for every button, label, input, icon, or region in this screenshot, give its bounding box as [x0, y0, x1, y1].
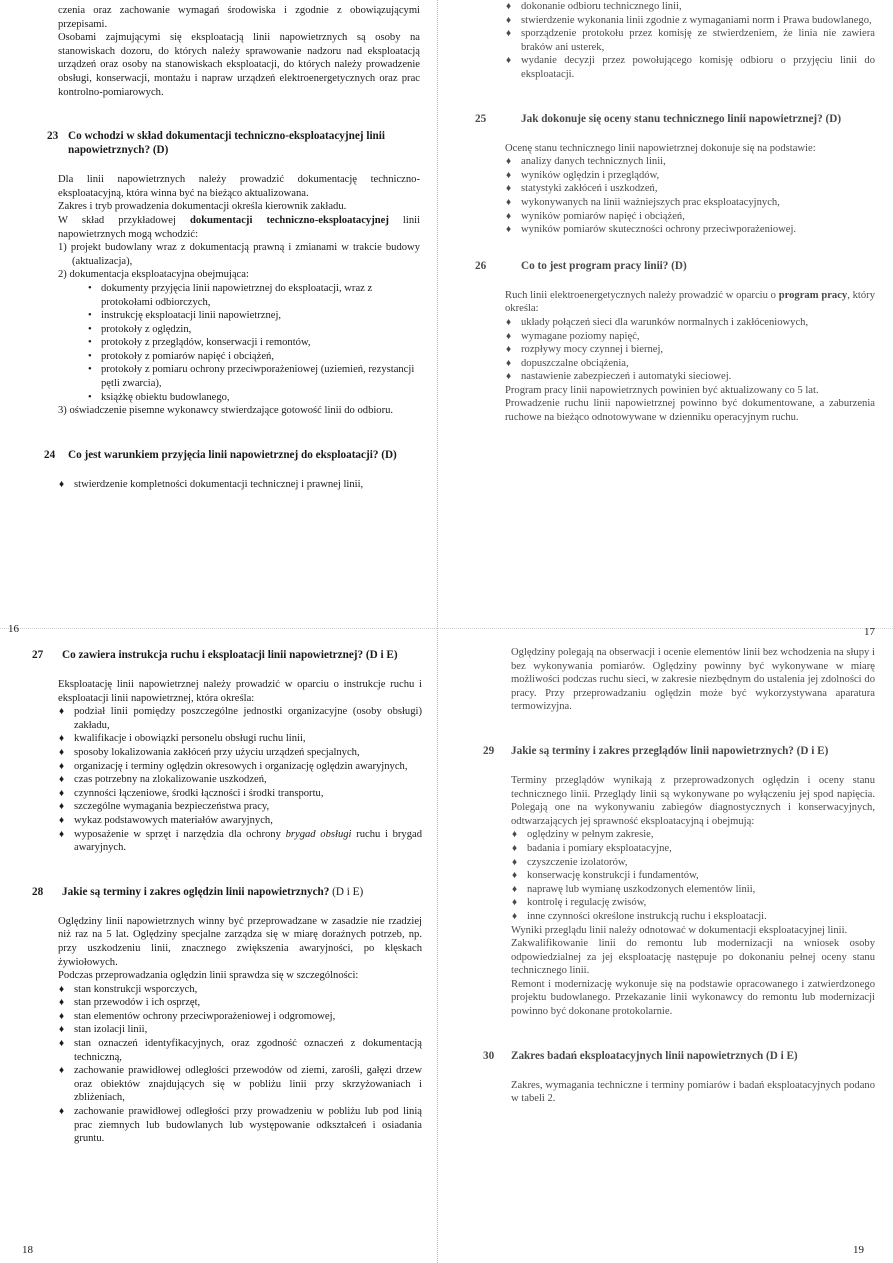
question-29-number: 29: [483, 744, 495, 757]
page-number-16: 16: [8, 623, 19, 635]
p16-intro-1: czenia oraz zachowanie wymagań środowiska i zgodnie z obowiązującymi przepisami.: [58, 5, 420, 30]
q25-item: ♦ wyników oględzin i przeglądów,: [505, 169, 875, 183]
q28-item: ♦ stan konstrukcji wsporczych,: [58, 983, 422, 997]
q25-item: ♦ wykonywanych na linii ważniejszych prac eksploatacyjnych,: [505, 196, 875, 210]
q28-item: ♦ zachowanie prawidłowej odległości przewodów od ziemi, zarośli, gałęzi drzew oraz obiektów znajdujących się w pobliżu linii przy skrzyżowaniach i zbliżeniach,: [58, 1064, 422, 1105]
page-number-19: 19: [853, 1244, 864, 1256]
question-28-heading: [0, 885, 422, 899]
q29-item: ♦ badania i pomiary eksploatacyjne,: [511, 842, 875, 856]
q23-sub-item: • instrukcję eksploatacji linii napowietrznej,: [88, 309, 420, 323]
q27-item: ♦ szczególne wymagania bezpieczeństwa pracy,: [58, 800, 422, 814]
question-25-number: 25: [475, 112, 487, 125]
q29-item: ♦ inne czynności określone instrukcją ruchu i eksploatacji.: [511, 910, 875, 924]
q29-item: ♦ konserwację konstrukcji i fundamentów,: [511, 869, 875, 883]
q29-item: ♦ naprawę lub wymianę uszkodzonych elementów linii,: [511, 883, 875, 897]
p17-intro-item: ♦ stwierdzenie wykonania linii zgodnie z wymaganiami norm i Prawa budowlanego,: [505, 14, 875, 28]
page-16: [44, 4, 421, 491]
p17-intro-list: [505, 0, 875, 82]
question-23-number: 23: [47, 130, 59, 143]
question-24-heading: [0, 448, 420, 462]
question-28-title: Jakie są terminy i zakres oględzin linii napowietrznych?: [62, 885, 330, 898]
q23-sub-item: • protokoły z pomiaru ochrony przeciwporażeniowej (uziemień, rezystancji pętli zwarcia),: [88, 363, 420, 390]
q27-para: Eksploatację linii napowietrznej należy prowadzić w oparciu o instrukcje ruchu i eksploatacji linii napowietrznej, która określa:: [58, 679, 422, 704]
question-25-heading: [475, 112, 875, 126]
q26-item: ♦ dopuszczalne obciążenia,: [505, 357, 875, 371]
p17-intro-item: ♦ dokonanie odbioru technicznego linii,: [505, 0, 875, 14]
q29-para-2: Wyniki przeglądu linii należy odnotować w dokumentacji eksploatacyjnej linii.: [511, 924, 848, 936]
question-27-title: Co zawiera instrukcja ruchu i eksploatacji linii napowietrznej? (D i E): [62, 649, 398, 661]
q23-para-1: Dla linii napowietrznych należy prowadzić dokumentację techniczno-eksploatacyjną, która winna być na bieżąco aktualizowana.: [58, 174, 420, 199]
q26-para-3: Prowadzenie ruchu linii napowietrznej powinno być dokumentowane, a zaburzenia ruchowe na bieżąco odnotowywane w dzienniku operacyjnym ruchu.: [505, 398, 875, 424]
question-28-title-suffix: (D i E): [329, 885, 364, 898]
question-26-number: 26: [475, 259, 487, 272]
q27-item: ♦ podział linii pomiędzy poszczególne jednostki organizacyjne (osoby obsługi) zakładu,: [58, 705, 422, 732]
q23-sub-item: • protokoły z oględzin,: [88, 323, 420, 337]
q26-item: ♦ nastawienie zabezpieczeń i automatyki sieciowej.: [505, 370, 875, 384]
question-30-heading: [483, 1049, 875, 1063]
q24-item: ♦ stwierdzenie kompletności dokumentacji technicznej i prawnej linii,: [58, 478, 420, 492]
question-29-heading: [483, 744, 875, 758]
page-number-18: 18: [22, 1244, 33, 1256]
q27-item: ♦ czas potrzebny na zlokalizowanie uszkodzeń,: [58, 773, 422, 787]
q26-list: [505, 316, 875, 384]
q29-para-3: Zakwalifikowanie linii do remontu lub modernizacji na wniosek osoby odpowiedzialnej za jej eksploatację następuje po dokonaniu pełnej oceny stanu technicznego linii.: [511, 938, 875, 977]
q29-para-4: Remont i modernizację wykonuje się na podstawie opracowanego i zatwierdzonego projektu budowlanego. Przekazanie linii wykonawcy do remontu lub modernizacji powinno być dokonane protokolarnie.: [511, 978, 875, 1018]
question-30-number: 30: [483, 1049, 495, 1062]
question-23-heading: [0, 129, 420, 157]
q27-item: ♦ kwalifikacje i obowiązki personelu obsługi ruchu linii,: [58, 732, 422, 746]
q23-sub-item: • książkę obiektu budowlanego,: [88, 391, 420, 405]
q23-sub-item: • protokoły z przeglądów, konserwacji i remontów,: [88, 336, 420, 350]
q28-para-2: Podczas przeprowadzania oględzin linii sprawdza się w szczególności:: [58, 970, 359, 982]
q25-item: ♦ wyników pomiarów skuteczności ochrony przeciwporażeniowej.: [505, 223, 875, 237]
q26-item: ♦ układy połączeń sieci dla warunków normalnych i zakłóceniowych,: [505, 316, 875, 330]
page-17: [475, 0, 875, 425]
page-19: [483, 646, 875, 1106]
q25-list: [505, 155, 875, 237]
q28-item: ♦ zachowanie prawidłowej odległości przy prowadzeniu w pobliżu lub pod linią prac ziemnych lub budowlanych lub występowanie odkształceń i osiadania gruntu.: [58, 1105, 422, 1146]
q30-para: Zakres, wymagania techniczne i terminy pomiarów i badań eksploatacyjnych podano w tabeli 2.: [511, 1079, 875, 1105]
p17-intro-item: ♦ sporządzenie protokołu przez komisję ze stwierdzeniem, że linia nie zawiera braków ani usterek,: [505, 27, 875, 54]
page-number-17: 17: [864, 626, 875, 638]
q29-para: Terminy przeglądów wynikają z przeprowadzonych oględzin i oceny stanu technicznego linii. Przeglądy linii są wykonywane po wyłączeniu jej spod napięcia. Polegają one na wykonywaniu zabiegów diagnostycznych i konserwacyjnych, odtwarzających jej sprawność eksploatacyjną i obejmują:: [511, 774, 875, 827]
q28-para-1: Oględziny linii napowietrznych winny być przeprowadzane w zasadzie nie rzadziej niż raz na 5 lat. Oględziny specjalne zarządza się w miarę doraźnych potrzeb, np. przy uszkodzeniu linii, znacznego zwiększenia awaryjności, po klęskach żywiołowych.: [58, 915, 422, 968]
page-18: [32, 648, 423, 1146]
q23-example: W skład przykładowej dokumentacji techniczno-eksploatacyjnej linii napowietrznych mogą wchodzić:: [58, 214, 421, 240]
q26-item: ♦ rozpływy mocy czynnej i biernej,: [505, 343, 875, 357]
question-28-number: 28: [32, 885, 44, 898]
q28-item: ♦ stan przewodów i ich osprzęt,: [58, 996, 422, 1010]
question-26-heading: [475, 259, 875, 273]
question-24-title: Co jest warunkiem przyjęcia linii napowietrznej do eksploatacji? (D): [68, 448, 397, 461]
question-26-title: Co to jest program pracy linii? (D): [521, 259, 687, 272]
q28-list: [58, 983, 422, 1146]
q28-item: ♦ stan oznaczeń identyfikacyjnych, oraz zgodność oznaczeń z dokumentacją techniczną,: [58, 1037, 422, 1064]
q27-list: [58, 705, 422, 855]
q27-item: ♦ wykaz podstawowych materiałów awaryjnych,: [58, 814, 422, 828]
q27-item: ♦ sposoby lokalizowania zakłóceń przy użyciu urządzeń specjalnych,: [58, 746, 422, 760]
p16-intro-2: Osobami zajmującymi się eksploatacją linii napowietrznych są osoby na stanowiskach dozoru, do których należy sprawowanie nadzoru nad eksploatacją urządzeń oraz osoby na stanowiskach eksploatacji, do których należy prowadzenie obsługi, konserwacji, montażu i napraw urządzeń elektroenergetycznych oraz prac kontrolno-pomiarowych.: [58, 32, 420, 98]
q23-item-3: 3) oświadczenie pisemne wykonawcy stwierdzające gotowość linii do odbioru.: [58, 405, 394, 417]
p19-intro: Oględziny polegają na obserwacji i ocenie elementów linii bez wchodzenia na słupy i bez wykonywania pomiarów. Oględziny powinny być wykonywane w miarę możliwości podczas ruchu sieci, w zakresie niezbędnym do ustalenia jej zdolności do pracy. Przy przeprowadzaniu oględzin może być wykorzystywana aparatura termowizyjna.: [511, 647, 875, 713]
question-24-number: 24: [44, 448, 56, 461]
question-25-title: Jak dokonuje się oceny stanu technicznego linii napowietrznej? (D): [521, 112, 842, 125]
q24-list: [58, 478, 420, 492]
q23-sub-item: • dokumenty przyjęcia linii napowietrznej do eksploatacji, wraz z protokołami odbiorczych,: [88, 282, 420, 309]
q29-item: ♦ czyszczenie izolatorów,: [511, 856, 875, 870]
q23-item-1: 1) projekt budowlany wraz z dokumentacją prawną i zmianami w trakcie budowy (aktualizacja),: [58, 242, 420, 267]
q29-list: [511, 828, 875, 923]
question-30-title: Zakres badań eksploatacyjnych linii napowietrznych (D i E): [511, 1049, 798, 1062]
q26-para: Ruch linii elektroenergetycznych należy prowadzić w oparciu o program pracy, który określa:: [505, 289, 875, 315]
question-27-heading: [0, 648, 422, 662]
q23-sub-item: • protokoły z pomiarów napięć i obciążeń,: [88, 350, 420, 364]
q25-item: ♦ analizy danych technicznych linii,: [505, 155, 875, 169]
p17-intro-item: ♦ wydanie decyzji przez powołującego komisję odbioru o przyjęciu linii do eksploatacji.: [505, 54, 875, 81]
question-29-title: Jakie są terminy i zakres przeglądów linii napowietrznych? (D i E): [511, 744, 829, 757]
q23-para-2: Zakres i tryb prowadzenia dokumentacji określa kierownik zakładu.: [58, 201, 347, 213]
question-23-title: Co wchodzi w skład dokumentacji techniczno-eksploatacyjnej linii napowietrznych? (D): [68, 130, 385, 157]
q27-item: ♦ wyposażenie w sprzęt i narzędzia dla ochrony brygad obsługi ruchu i brygad awaryjnych.: [58, 828, 422, 855]
question-27-number: 27: [32, 649, 44, 661]
q25-para: Ocenę stanu technicznego linii napowietrznej dokonuje się na podstawie:: [505, 142, 816, 154]
q28-item: ♦ stan izolacji linii,: [58, 1023, 422, 1037]
q29-item: ♦ oględziny w pełnym zakresie,: [511, 828, 875, 842]
q27-item: ♦ czynności łączeniowe, środki łączności i środki transportu,: [58, 787, 422, 801]
q25-item: ♦ wyników pomiarów napięć i obciążeń,: [505, 210, 875, 224]
page-row-divider: [0, 628, 893, 629]
q29-item: ♦ kontrolę i regulację zwisów,: [511, 896, 875, 910]
q28-item: ♦ stan elementów ochrony przeciwporażeniowej i odgromowej,: [58, 1010, 422, 1024]
q25-item: ♦ statystyki zakłóceń i uszkodzeń,: [505, 182, 875, 196]
q26-para-2: Program pracy linii napowietrznych powinien być aktualizowany co 5 lat.: [505, 384, 819, 396]
q27-item: ♦ organizację i terminy oględzin okresowych i organizację oględzin awaryjnych,: [58, 760, 422, 774]
q23-sublist: [58, 282, 420, 404]
q23-item-2: 2) dokumentacja eksploatacyjna obejmująca:: [58, 269, 249, 281]
column-divider: [437, 0, 438, 1263]
q26-item: ♦ wymagane poziomy napięć,: [505, 330, 875, 344]
